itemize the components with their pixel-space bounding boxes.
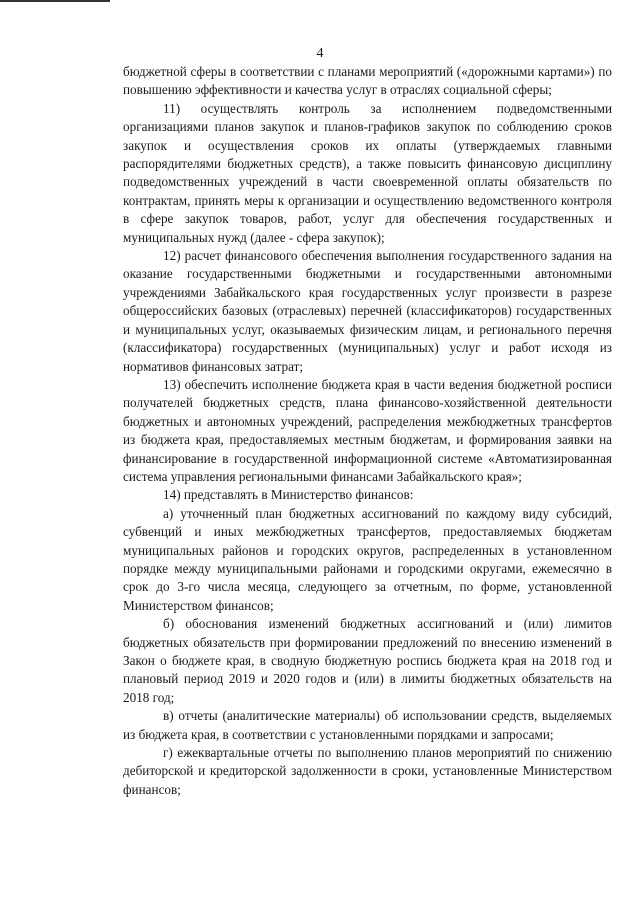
paragraph-item-14a: а) уточненный план бюджетных ассигнований по каждому виду субсидий, субвенций и иных межбюджетных трансфертов, предоставляемых бюджетам муниципальных районов и городских округов, распределенных в установленном порядке между муниципальными районами и городскими округами, ежемесячно в срок до 3-го числа месяца, следующего за отчетным, по форме, установленной Министерством финансов; xyxy=(123,505,612,613)
paragraph-item-14b: б) обоснования изменений бюджетных ассигнований и (или) лимитов бюджетных обязательств при формировании предложений по внесению изменений в Закон о бюджете края, в сводную бюджетную роспись бюджета края на 2018 год и плановый период 2019 и 2020 годов и (или) в лимиты бюджетных обязательств на 2018 год; xyxy=(123,616,612,705)
paragraph-item-12: 12) расчет финансового обеспечения выполнения государственного задания на оказание государственными бюджетными и государственными автономными учреждениями Забайкальского края государственных услуг произвести в разрезе общероссийских базовых (отраслевых) перечней (классификаторов) государственных и муниципальных услуг, оказываемых физическим лицам, и регионального перечня (классификатора) государственных (муниципальных) услуг и работ исходя из нормативов финансовых затрат; xyxy=(123,248,612,374)
paragraph-item-14: 14) представлять в Министерство финансов: xyxy=(163,487,414,503)
paragraph-item-14v: в) отчеты (аналитические материалы) об использовании средств, выделяемых из бюджета края, в соответствии с установленными порядками и запросами; xyxy=(123,708,612,742)
scan-edge-mark xyxy=(0,0,110,2)
page-number: 4 xyxy=(316,46,324,61)
paragraph-item-11: 11) осуществлять контроль за исполнением подведомственными организациями планов закупок и планов-графиков закупок по соблюдению сроков закупок и осуществления сроков их оплаты (утверждаемых главными распорядителями бюджетных средств), а также повысить финансовую дисциплину подведомственных учреждений в части своевременной оплаты обязательств по контрактам, принять меры к организации и осуществлению ведомственного контроля в сфере закупок товаров, работ, услуг для обеспечения государственных и муниципальных нужд (далее - сфера закупок); xyxy=(123,100,612,245)
paragraph-item-14g: г) ежеквартальные отчеты по выполнению планов мероприятий по снижению дебиторской и кредиторской задолженности в сроки, установленные Министерством финансов; xyxy=(123,745,612,797)
paragraph-continuation: бюджетной сферы в соответствии с планами мероприятий («дорожными картами») по повышению эффективности и качества услуг в отраслях социальной сферы; xyxy=(123,64,612,98)
document-body xyxy=(123,63,612,799)
paragraph-item-13: 13) обеспечить исполнение бюджета края в части ведения бюджетной росписи получателей бюджетных средств, плана финансово-хозяйственной деятельности бюджетных и автономных учреждений, распределения межбюджетных трансфертов из бюджета края, предоставляемых местным бюджетам, и формирования заявки на финансирование в государственной информационной системе «Автоматизированная система управления региональными финансами Забайкальского края»; xyxy=(123,376,612,484)
